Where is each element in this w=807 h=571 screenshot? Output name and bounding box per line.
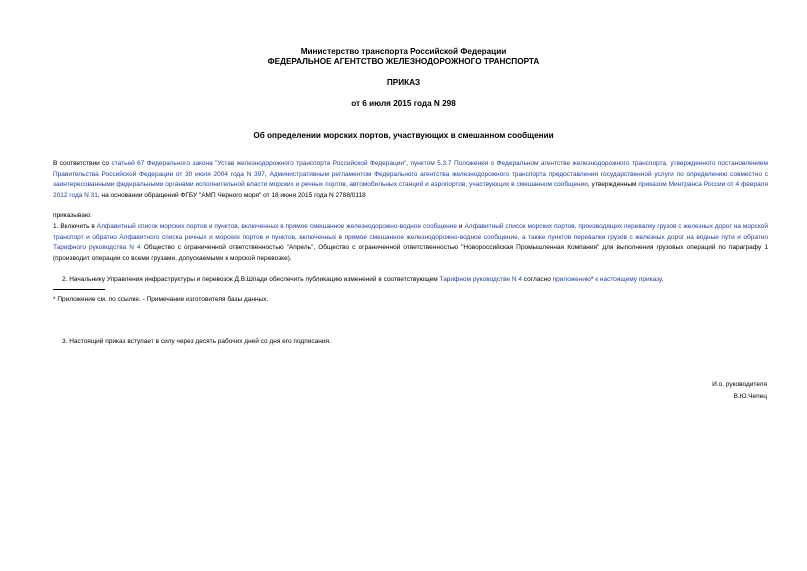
doc-type-heading: ПРИКАЗ bbox=[386, 78, 421, 87]
link-administrative-regulation[interactable]: Административным регламентом Федерального агентства железнодорожного транспорта предоставления государственной услуги по определению совместно с заинтересованными федеральными органами исполнительной власти морских и речных портов, автомобильных станций и аэропортов, участвующих в смешанном сообщении bbox=[53, 170, 769, 189]
item1-text-1: 1. Включить в bbox=[53, 223, 97, 230]
preamble-text-4: , утвержденным bbox=[587, 181, 639, 189]
item-3-paragraph: 3. Настоящий приказ вступает в силу через десять рабочих дней со дня его подписания. bbox=[62, 338, 331, 345]
link-alphabetical-list-transshipment[interactable]: Алфавитный список морских портов, производящих перевалку грузов с железных дорог на морской транспорт и обратно Алфавитного списка речных и морских портов и пунктов, включенных в прямое смешанное железнодорожно-водное сообщение, а также пунктов перевалки грузов с железных дорог на водные пути и обратно Тарифного руководства N 4 bbox=[53, 223, 769, 252]
item-2-paragraph bbox=[62, 275, 663, 286]
item2-text-1: 2. Начальнику Управления инфраструктуры и перевозок Д.В.Шпади обеспечить публикацию изменений в соответствующем bbox=[62, 276, 440, 283]
item1-text-2: и bbox=[457, 223, 465, 230]
date-number-heading: от 6 июля 2015 года N 298 bbox=[351, 99, 456, 108]
preamble-text-3: , bbox=[264, 170, 270, 178]
link-alphabetical-list-ports[interactable]: Алфавитный список морских портов и пунктов, включенных в прямое смешанное железнодорожно-водное сообщение bbox=[96, 223, 458, 230]
preamble-text-5: , на основании обращений ФГБУ "АМП Черного моря" от 18 июня 2015 года N 2788/0118 bbox=[97, 191, 366, 199]
preamble-text-1: В соответствии со bbox=[53, 160, 112, 167]
link-agency-regulation[interactable]: пунктом 5.3.7 Положения о Федеральном агентстве железнодорожного транспорта, утвержденного постановлением Правительства Российской Федерации от 30 июля 2004 года N 397 bbox=[53, 160, 768, 178]
signature-position: И.о. руководителя bbox=[712, 381, 767, 388]
link-this-order[interactable]: к настоящему приказу bbox=[595, 276, 662, 283]
item2-text-3: * bbox=[590, 276, 596, 283]
link-railway-charter-article[interactable]: статьей 67 Федерального закона "Устав железнодорожного транспорта Российской Федерации" bbox=[111, 160, 407, 167]
footnote-text: * Приложение см. по ссылке. - Примечание изготовителя базы данных. bbox=[53, 296, 269, 303]
link-mintrans-order[interactable]: приказом Минтранса России от 4 февраля 2012 года N 31 bbox=[53, 181, 768, 199]
item1-text-3: Общество с ограниченной ответственностью "Апрель", Общество с ограниченной ответственностью "Новороссийская Промышленная Компания" для выполнения грузовых операций по параграфу 1 (производит операции со всеми грузами, допускаемыми к морской перевозке). bbox=[53, 244, 768, 262]
ministry-heading: Министерство транспорта Российской Федерации bbox=[300, 47, 507, 56]
preamble-paragraph bbox=[53, 159, 768, 201]
footnote-separator bbox=[53, 289, 105, 290]
signature-name: В.Ю.Чепец bbox=[733, 393, 767, 400]
agency-heading: ФЕДЕРАЛЬНОЕ АГЕНТСТВО ЖЕЛЕЗНОДОРОЖНОГО ТРАНСПОРТА bbox=[267, 57, 540, 66]
link-tariff-guide-4[interactable]: Тарифном руководстве N 4 bbox=[439, 276, 522, 283]
preamble-text-2: , bbox=[406, 160, 411, 167]
item2-text-4: . bbox=[661, 276, 664, 283]
item2-text-2: согласно bbox=[522, 276, 553, 283]
document-title: Об определении морских портов, участвующих в смешанном сообщении bbox=[253, 131, 554, 140]
item-1-paragraph bbox=[53, 222, 768, 264]
order-word: приказываю: bbox=[53, 212, 92, 219]
link-appendix[interactable]: приложению bbox=[552, 276, 591, 283]
